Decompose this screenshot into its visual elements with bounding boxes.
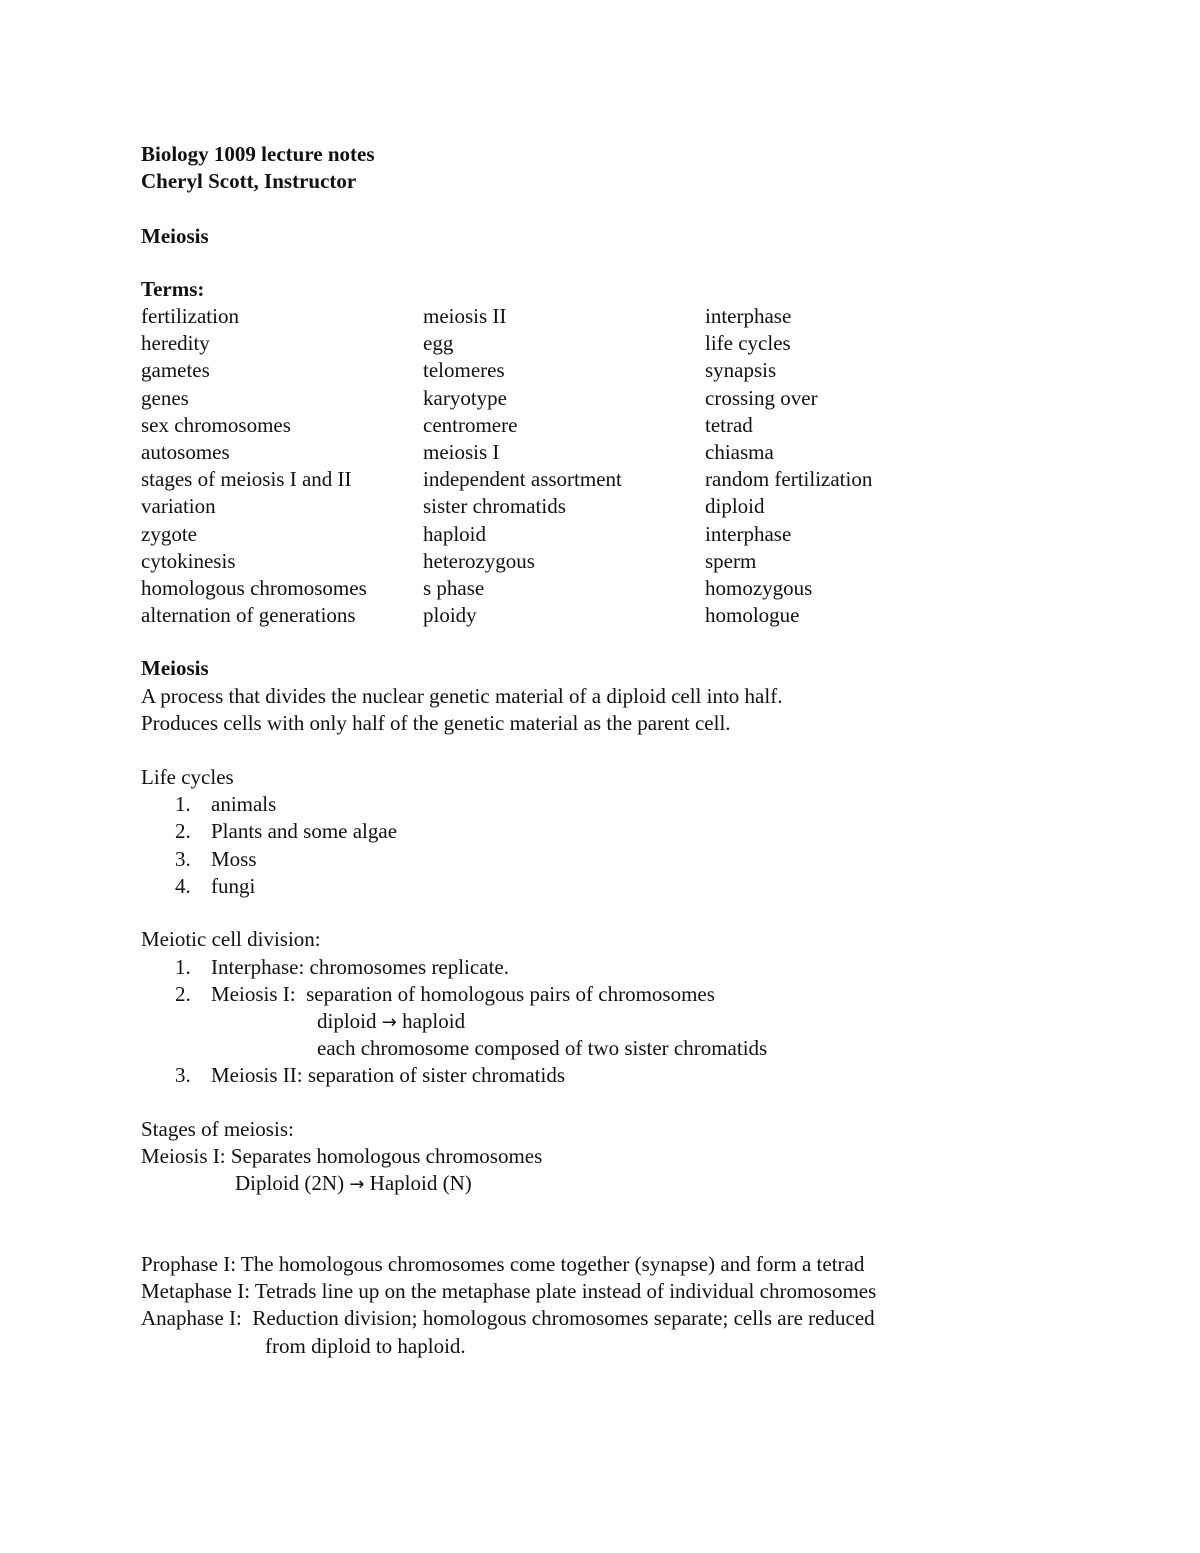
term: synapsis <box>705 358 777 383</box>
term: zygote <box>141 521 197 546</box>
list-item: Moss <box>211 847 257 871</box>
term: independent assortment <box>423 467 622 492</box>
diploid-2n: Diploid (2N) <box>235 1171 345 1195</box>
arrow-right-icon: → <box>349 1174 365 1195</box>
term: homozygous <box>705 575 813 600</box>
diploid-label: diploid <box>317 1009 377 1033</box>
terms-row <box>141 521 1041 548</box>
life-cycles-heading: Life cycles <box>141 765 234 789</box>
term: s phase <box>423 575 485 600</box>
list-item: Plants and some algae <box>211 819 398 843</box>
list-number: 3. <box>175 847 191 871</box>
term: fertilization <box>141 304 239 328</box>
term: ploidy <box>423 603 477 628</box>
haploid-n: Haploid (N) <box>369 1171 472 1195</box>
term: haploid <box>423 521 486 546</box>
term: sister chromatids <box>423 494 566 519</box>
topic-title: Meiosis <box>141 224 209 248</box>
list-number: 4. <box>175 874 191 898</box>
terms-row <box>141 412 1041 439</box>
course-title: Biology 1009 lecture notes <box>141 142 375 166</box>
term: heterozygous <box>423 548 535 573</box>
term: homologue <box>705 603 800 628</box>
terms-row <box>141 575 1041 602</box>
term: centromere <box>423 412 518 437</box>
meiosis-definition-2: Produces cells with only half of the genetic material as the parent cell. <box>141 711 731 735</box>
term: diploid <box>705 494 765 519</box>
term: homologous chromosomes <box>141 575 367 600</box>
prophase-1: Prophase I: The homologous chromosomes come together (synapse) and form a tetrad <box>141 1252 865 1276</box>
terms-heading: Terms: <box>141 277 205 301</box>
terms-row <box>141 303 1041 330</box>
anaphase-1: Anaphase I: Reduction division; homologous chromosomes separate; cells are reduced <box>141 1306 875 1330</box>
list-number: 1. <box>175 955 191 979</box>
arrow-right-icon: → <box>381 1012 397 1033</box>
terms-row <box>141 439 1041 466</box>
term: life cycles <box>705 331 791 356</box>
metaphase-1: Metaphase I: Tetrads line up on the metaphase plate instead of individual chromosomes <box>141 1279 877 1303</box>
term: meiosis II <box>423 304 507 328</box>
list-item: Meiosis II: separation of sister chromatids <box>211 1063 566 1087</box>
meiosis-heading: Meiosis <box>141 656 209 680</box>
term: interphase <box>705 521 792 546</box>
list-item: Meiosis I: separation of homologous pairs of chromosomes <box>211 982 715 1006</box>
chromatid-note: each chromosome composed of two sister chromatids <box>317 1036 768 1060</box>
term: stages of meiosis I and II <box>141 467 352 492</box>
term: telomeres <box>423 358 505 383</box>
meiosis-definition-1: A process that divides the nuclear genetic material of a diploid cell into half. <box>141 684 783 708</box>
list-number: 3. <box>175 1063 191 1087</box>
term: egg <box>423 331 454 356</box>
terms-row <box>141 602 1041 629</box>
terms-row <box>141 357 1041 384</box>
term: karyotype <box>423 385 507 410</box>
term: sperm <box>705 548 757 573</box>
term: tetrad <box>705 412 753 437</box>
list-item: Interphase: chromosomes replicate. <box>211 955 509 979</box>
instructor-name: Cheryl Scott, Instructor <box>141 169 357 193</box>
list-number: 1. <box>175 792 191 816</box>
term: chiasma <box>705 439 774 464</box>
term: sex chromosomes <box>141 412 291 437</box>
term: cytokinesis <box>141 548 236 573</box>
anaphase-1-continued: from diploid to haploid. <box>265 1334 466 1358</box>
list-number: 2. <box>175 819 191 843</box>
terms-row <box>141 548 1041 575</box>
ploidy-change <box>235 1170 472 1198</box>
term: gametes <box>141 358 210 383</box>
term: interphase <box>705 304 792 328</box>
diploid-haploid-note <box>317 1008 465 1036</box>
meiosis-1-summary: Meiosis I: Separates homologous chromosomes <box>141 1144 543 1168</box>
meiotic-division-heading: Meiotic cell division: <box>141 927 321 951</box>
terms-row <box>141 493 1041 520</box>
term: random fertilization <box>705 467 873 492</box>
terms-row <box>141 385 1041 412</box>
haploid-label: haploid <box>402 1009 466 1033</box>
terms-row <box>141 466 1041 493</box>
term: alternation of generations <box>141 603 356 628</box>
term: variation <box>141 494 216 519</box>
term: autosomes <box>141 439 230 464</box>
terms-row <box>141 330 1041 357</box>
list-item: animals <box>211 792 277 816</box>
list-number: 2. <box>175 982 191 1006</box>
term: genes <box>141 385 189 410</box>
stages-heading: Stages of meiosis: <box>141 1117 294 1141</box>
term: crossing over <box>705 385 818 410</box>
term: heredity <box>141 331 210 356</box>
list-item: fungi <box>211 874 256 898</box>
terms-table <box>141 303 1041 629</box>
term: meiosis I <box>423 439 500 464</box>
